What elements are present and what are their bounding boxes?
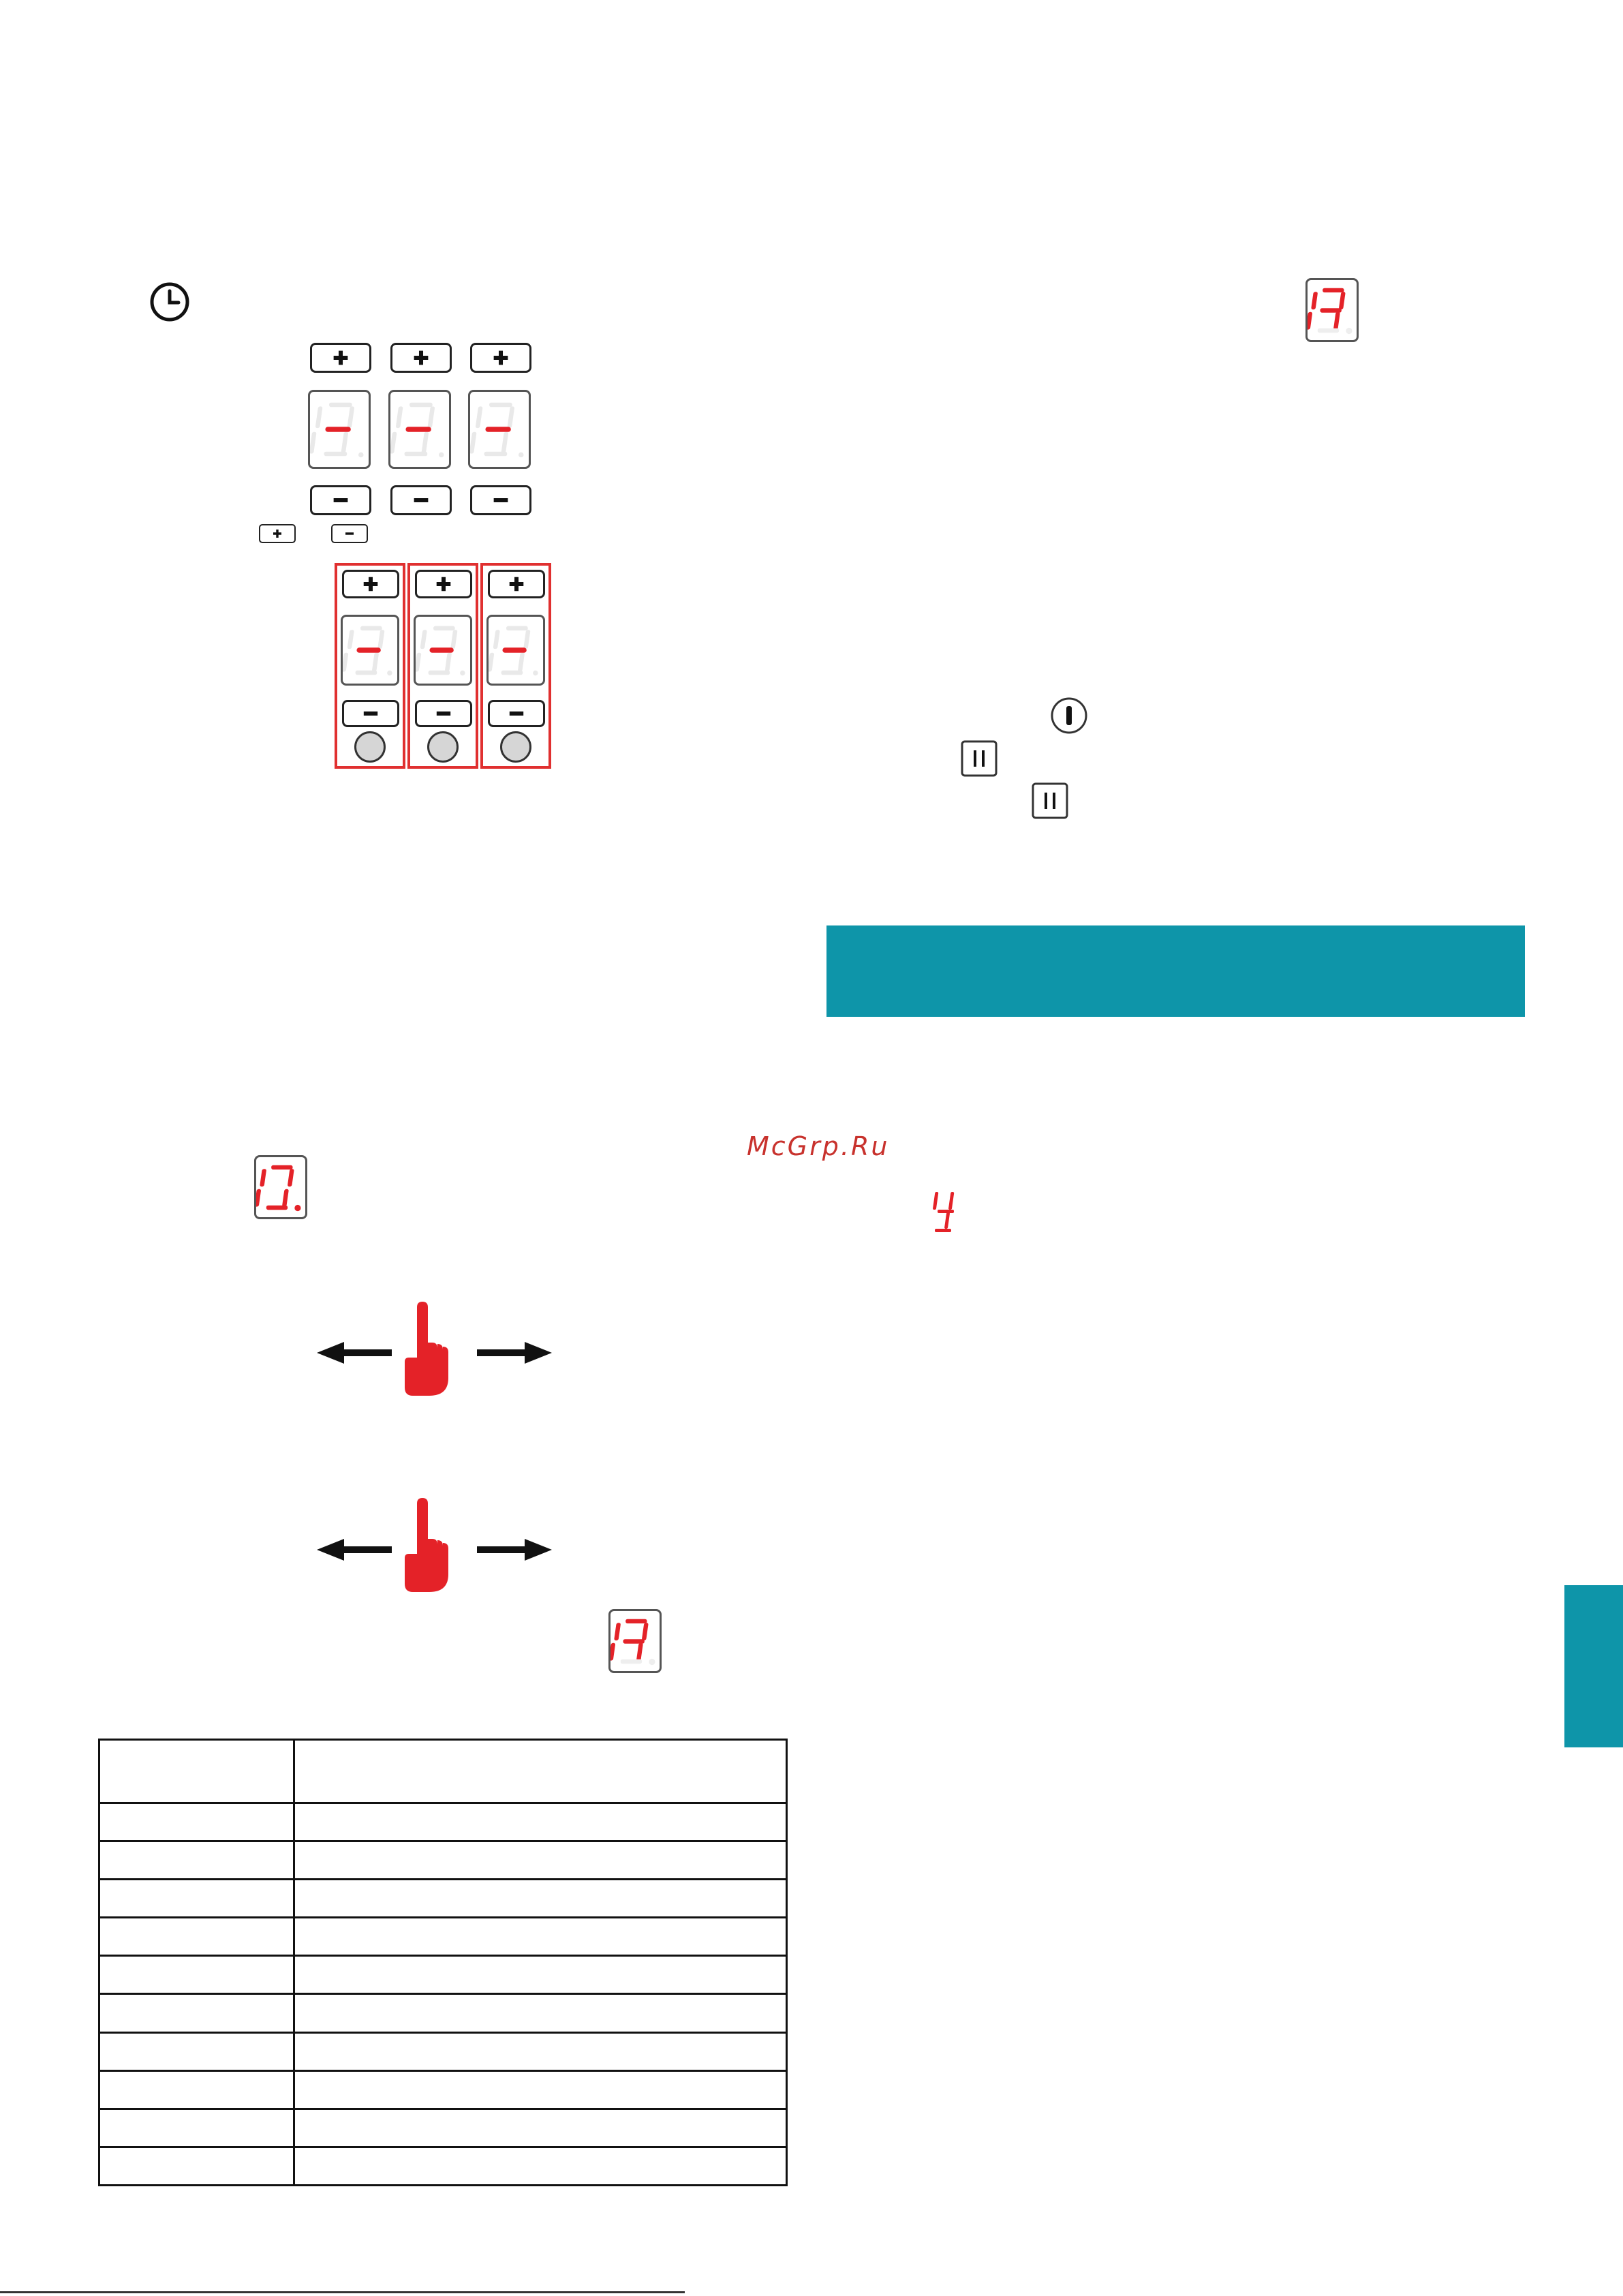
top-a-display [1305,278,1359,342]
zone-2-minus-button[interactable] [390,485,452,515]
y-segment-display [929,1189,959,1236]
zone-3-display [468,390,531,469]
zone-2-display-2 [414,615,472,686]
hand-pointer-icon [402,1302,457,1397]
table-row [99,1803,787,1841]
zone-1-value: - [339,461,340,462]
table-row [99,1994,787,2032]
section-tab [1564,1585,1623,1747]
zone-2-indicator [427,731,459,763]
zone-2-plus-button[interactable] [390,343,452,373]
arrow-right-icon [477,1339,552,1366]
zone-2-value-2: - [443,680,444,682]
zone-1-minus-button[interactable] [310,485,371,515]
zone-2-plus-button-2[interactable] [415,570,472,598]
hand-pointer-icon-2 [402,1498,457,1593]
bottom-a-display [608,1609,662,1673]
arrow-left-icon [317,1339,392,1366]
inline-plus-icon [259,524,296,543]
table-row [99,1956,787,1994]
section-banner [826,925,1525,1017]
y-segment-value: Y [944,1234,945,1235]
inline-minus-icon [331,524,368,543]
zone-3-value: - [499,461,500,462]
table-row [99,2070,787,2109]
watermark: McGrp.Ru [747,1131,890,1161]
table-row [99,2032,787,2070]
zone-1-display-2 [341,615,399,686]
table-row [99,1880,787,1918]
zone-1-value-2: - [370,680,371,682]
table-row [99,2109,787,2147]
table-row [99,1841,787,1880]
zone-2-minus-button-2[interactable] [415,700,472,727]
clock-icon [149,281,191,323]
zone-1-plus-button-2[interactable] [342,570,399,598]
arrow-right-icon-2 [477,1536,552,1563]
power-icon [1050,697,1088,735]
arrow-left-icon-2 [317,1536,392,1563]
zone-1-minus-button-2[interactable] [342,700,399,727]
table-row [99,2147,787,2185]
table-row [99,1740,787,1803]
zone-1-indicator [354,731,386,763]
zone-3-plus-button-2[interactable] [488,570,545,598]
zone-3-plus-button[interactable] [470,343,531,373]
bottom-a-value: A [635,1668,636,1669]
table-row [99,1918,787,1956]
zone-1-plus-button[interactable] [310,343,371,373]
zone-3-minus-button[interactable] [470,485,531,515]
zone-3-minus-button-2[interactable] [488,700,545,727]
top-a-value: A [1332,337,1333,338]
zone-3-indicator [500,731,531,763]
zone-1-display [308,390,371,469]
zero-display [254,1155,307,1219]
zone-2-display [388,390,451,469]
bottom-rule [0,2291,685,2293]
pause-icon-2 [1032,782,1068,819]
pause-icon [961,740,998,777]
zone-3-display-2 [486,615,545,686]
codes-table [98,1739,788,2186]
